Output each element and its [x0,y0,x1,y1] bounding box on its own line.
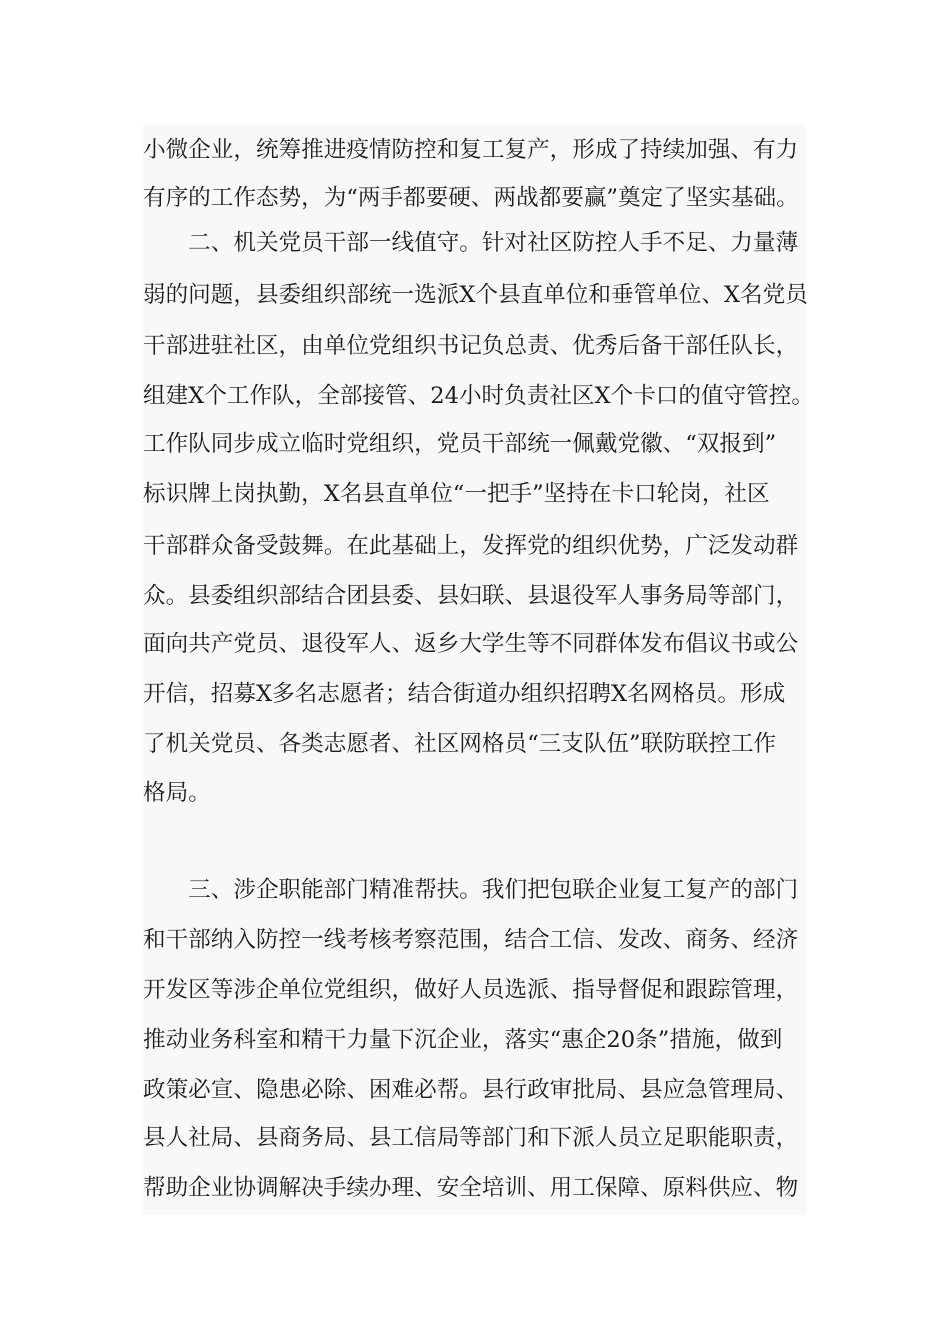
text-line-2: 有序的工作态势，为“两手都要硬、两战都要赢”奠定了坚实基础。 [143,185,799,211]
text-line-1: 小微企业，统筹推进疫情防控和复工复产，形成了持续加强、有力 [143,137,799,163]
text-line-12: 开信，招募X多名志愿者；结合街道办组织招聘X名网格员。形成 [143,681,786,707]
text-line-18: 推动业务科室和精干力量下沉企业，落实“惠企20条”措施，做到 [143,1027,783,1053]
text-line-19: 政策必宣、隐患必除、困难必帮。县行政审批局、县应急管理局、 [143,1077,799,1103]
text-line-13: 了机关党员、各类志愿者、社区网格员“三支队伍”联防联控工作 [143,731,777,757]
text-line-9: 干部群众备受鼓舞。在此基础上，发挥党的组织优势，广泛发动群 [143,533,799,559]
text-line-20: 县人社局、县商务局、县工信局等部门和下派人员立足职能职责， [143,1125,799,1151]
text-line-21: 帮助企业协调解决手续办理、安全培训、用工保障、原料供应、物 [143,1175,799,1201]
text-line-16: 和干部纳入防控一线考核考察范围，结合工信、发改、商务、经济 [143,927,799,953]
text-line-4: 弱的问题，县委组织部统一选派X个县直单位和垂管单位、X名党员 [143,282,808,308]
text-line-8: 标识牌上岗执勤，X名县直单位“一把手”坚持在卡口轮岗，社区 [143,481,770,507]
paragraph-3-line-1: 三、涉企职能部门精准帮扶。我们把包联企业复工复产的部门 [143,877,799,903]
text-line-14: 格局。 [143,780,211,806]
text-line-17: 开发区等涉企单位党组织，做好人员选派、指导督促和跟踪管理， [143,977,799,1003]
text-line-5: 干部进驻社区，由单位党组织书记负总责、优秀后备干部任队长， [143,333,799,359]
text-line-10: 众。县委组织部结合团县委、县妇联、县退役军人事务局等部门， [143,583,799,609]
text-line-6: 组建X个工作队，全部接管、24小时负责社区X个卡口的值守管控。 [143,383,814,409]
paragraph-2-line-1: 二、机关党员干部一线值守。针对社区防控人手不足、力量薄 [143,230,799,256]
text-line-11: 面向共产党员、退役军人、返乡大学生等不同群体发布倡议书或公 [143,631,799,657]
text-line-7: 工作队同步成立临时党组织，党员干部统一佩戴党徽、“双报到” [143,431,777,457]
